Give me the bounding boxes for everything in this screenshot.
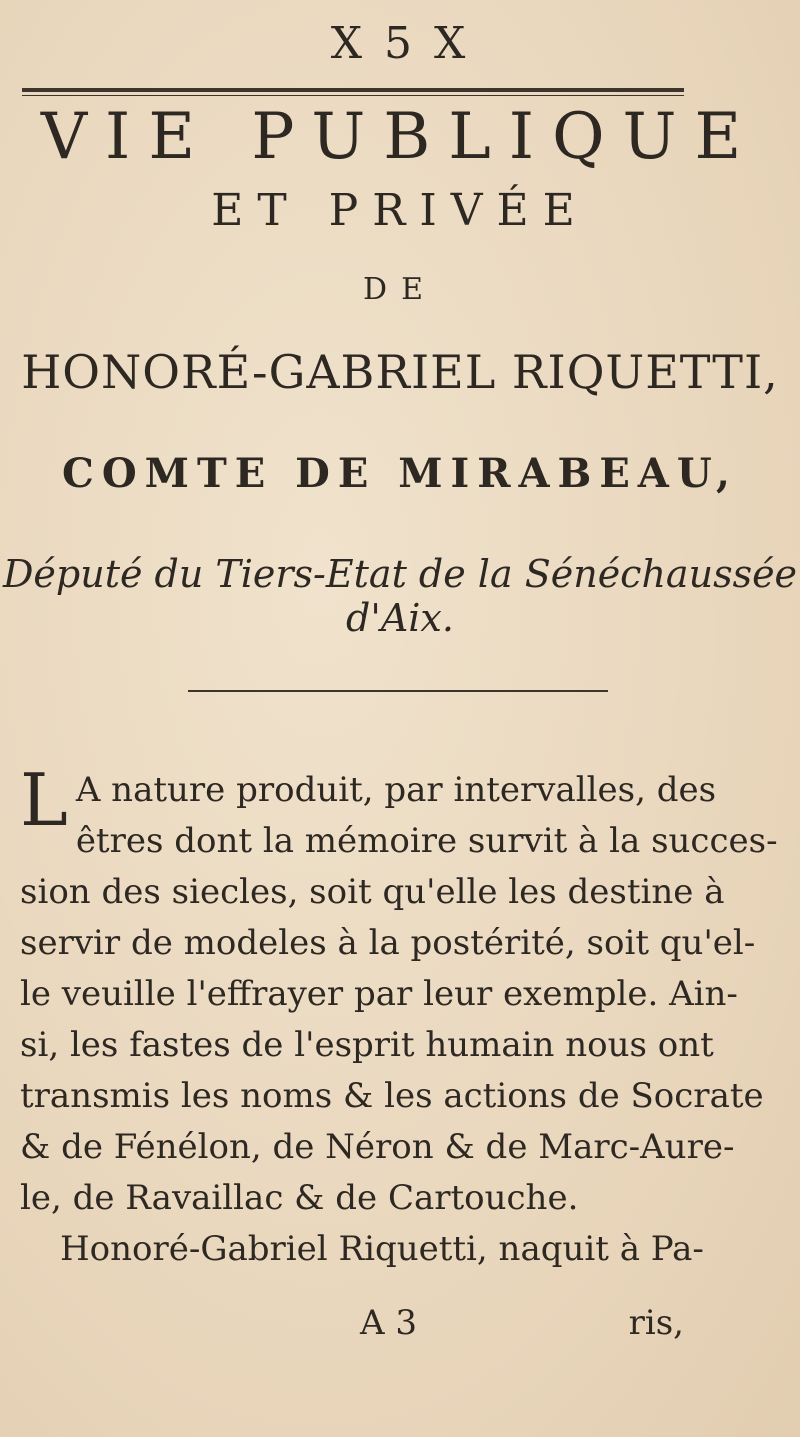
title-line-2: ET PRIVÉE — [211, 185, 589, 236]
section-rule — [188, 690, 608, 692]
body-paragraph — [20, 758, 778, 1275]
subject-name: HONORÉ-GABRIEL RIQUETTI, — [21, 345, 779, 399]
title-line-3: DE — [363, 272, 437, 307]
page-ornament-folio: X 5 X — [330, 18, 470, 69]
description-line-1: Député du Tiers-Etat de la Sénéchaussée — [2, 552, 798, 596]
subject-title: COMTE DE MIRABEAU, — [62, 450, 738, 497]
header-double-rule — [22, 88, 684, 98]
body-line: & de Fénélon, de Néron & de Marc-Aure- — [20, 1127, 735, 1167]
body-line: êtres dont la mémoire survit à la succes- — [75, 821, 778, 861]
body-line: Honoré-Gabriel Riquetti, naquit à Pa- — [60, 1229, 704, 1269]
body-line: le veuille l'effrayer par leur exemple. Ain- — [20, 974, 738, 1014]
body-line: le, de Ravaillac & de Cartouche. — [20, 1178, 579, 1218]
subject-description — [0, 552, 800, 640]
description-line-2: d'Aix. — [346, 596, 454, 640]
signature-mark: A 3 — [360, 1303, 417, 1343]
body-line: transmis les noms & les actions de Socrate — [20, 1076, 764, 1116]
drop-cap: L — [20, 758, 68, 842]
title-line-1: VIE PUBLIQUE — [40, 100, 760, 174]
body-line: servir de modeles à la postérité, soit qu'el- — [20, 923, 756, 963]
body-line: sion des siecles, soit qu'elle les destine à — [20, 872, 725, 912]
body-line: A nature produit, par intervalles, des — [75, 770, 717, 810]
body-line: si, les fastes de l'esprit humain nous ont — [20, 1025, 714, 1065]
catchword: ris, — [628, 1303, 684, 1343]
